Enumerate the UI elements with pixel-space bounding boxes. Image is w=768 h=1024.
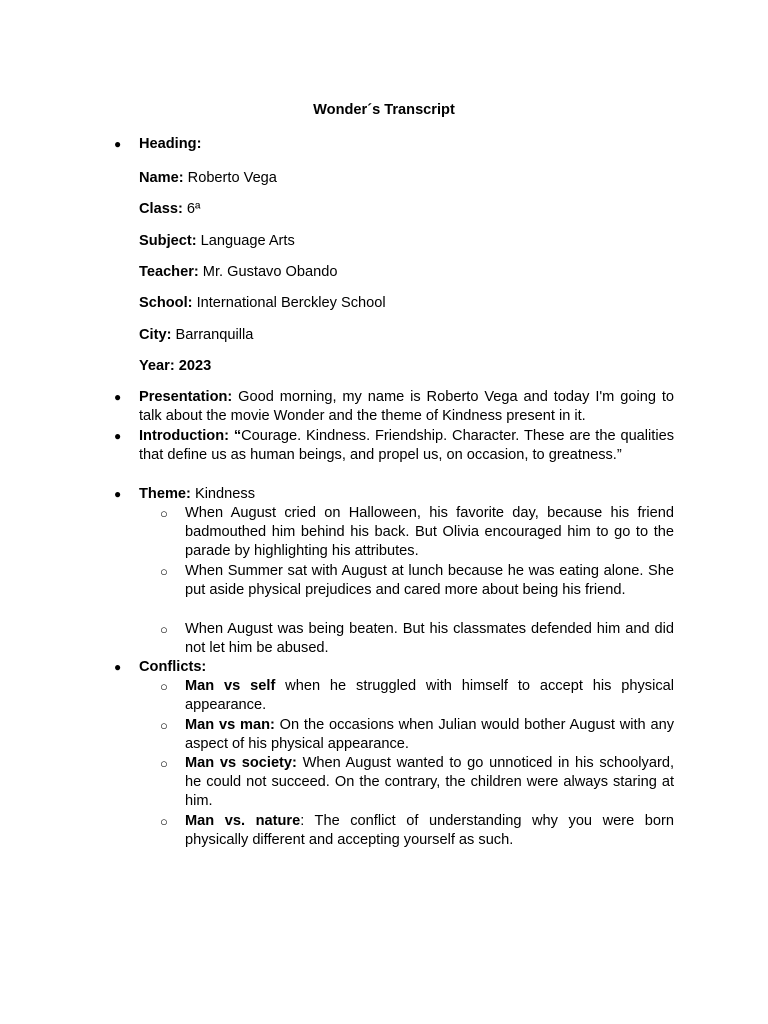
bullet-icon: ● <box>114 390 122 404</box>
circle-bullet-icon: ○ <box>160 718 168 733</box>
city-value: Barranquilla <box>171 327 254 343</box>
conflict-label: Man vs. nature <box>185 813 301 829</box>
class-field <box>139 199 200 219</box>
introduction-quote-mark: “ <box>228 428 242 444</box>
subject-label: Subject: <box>139 233 197 249</box>
teacher-label: Teacher: <box>139 264 199 280</box>
city-label: City: <box>139 327 172 343</box>
conflict-label: Man vs self <box>185 678 276 694</box>
introduction-label: Introduction: <box>139 428 229 444</box>
school-value: International Berckley School <box>192 295 386 311</box>
year-label: Year: 2023 <box>139 358 212 374</box>
city-field <box>139 325 253 345</box>
teacher-field <box>139 262 337 282</box>
teacher-value: Mr. Gustavo Obando <box>198 264 338 280</box>
list-item <box>160 812 674 850</box>
conflict-text: When August wanted to go unnoticed in his schoolyard, he could not succeed. On the contrary, the children were always staring at him. <box>185 755 674 810</box>
list-item <box>160 677 674 715</box>
introduction-section <box>114 427 674 465</box>
list-item <box>160 754 674 812</box>
subject-value: Language Arts <box>196 233 295 249</box>
theme-value: Kindness <box>190 486 255 502</box>
theme-item-text: When August cried on Halloween, his favorite day, because his friend badmouthed him behind his back. But Olivia encouraged him to go to the parade by highlighting his attributes. <box>185 505 674 560</box>
bullet-icon: ● <box>114 660 122 674</box>
theme-section <box>114 485 674 504</box>
name-value: Roberto Vega <box>183 170 277 186</box>
theme-item-text: When August was being beaten. But his classmates defended him and did not let him be abused. <box>185 621 674 657</box>
class-value: 6ª <box>182 201 201 217</box>
presentation-text: Good morning, my name is Roberto Vega and today I'm going to talk about the movie Wonder and the theme of Kindness present in it. <box>139 389 674 425</box>
circle-bullet-icon: ○ <box>160 756 168 771</box>
presentation-label: Presentation: <box>139 389 233 405</box>
list-item <box>160 562 674 600</box>
school-label: School: <box>139 295 193 311</box>
conflict-text: : The conflict of understanding why you were born physically different and accepting yourself as such. <box>185 813 675 849</box>
list-item <box>160 716 674 754</box>
presentation-section <box>114 388 674 426</box>
name-label: Name: <box>139 170 184 186</box>
introduction-text: Courage. Kindness. Friendship. Character. These are the qualities that define us as human beings, and propel us, on occasion, to greatness.” <box>139 428 674 464</box>
conflict-label: Man vs man: <box>185 717 275 733</box>
year-field <box>139 356 211 376</box>
document-title: Wonder´s Transcript <box>313 102 455 118</box>
name-field <box>139 168 277 188</box>
subject-field <box>139 231 295 251</box>
school-field <box>139 293 386 313</box>
conflicts-label: Conflicts: <box>139 659 207 675</box>
theme-label: Theme: <box>139 486 191 502</box>
circle-bullet-icon: ○ <box>160 564 168 579</box>
conflicts-section <box>114 658 674 677</box>
list-item <box>160 504 674 562</box>
list-item <box>160 620 674 658</box>
heading-label: Heading: <box>139 136 202 152</box>
circle-bullet-icon: ○ <box>160 622 168 637</box>
bullet-icon: ● <box>114 487 122 501</box>
bullet-icon: ● <box>114 137 122 151</box>
class-label: Class: <box>139 201 183 217</box>
bullet-icon: ● <box>114 429 122 443</box>
conflict-text: when he struggled with himself to accept his physical appearance. <box>185 678 674 714</box>
heading-section <box>114 135 674 154</box>
circle-bullet-icon: ○ <box>160 506 168 521</box>
circle-bullet-icon: ○ <box>160 679 168 694</box>
theme-item-text: When Summer sat with August at lunch because he was eating alone. She put aside physical prejudices and cared more about being his friend. <box>185 563 674 599</box>
circle-bullet-icon: ○ <box>160 814 168 829</box>
conflict-label: Man vs society: <box>185 755 297 771</box>
conflict-text: On the occasions when Julian would bother August with any aspect of his physical appearance. <box>185 717 674 753</box>
